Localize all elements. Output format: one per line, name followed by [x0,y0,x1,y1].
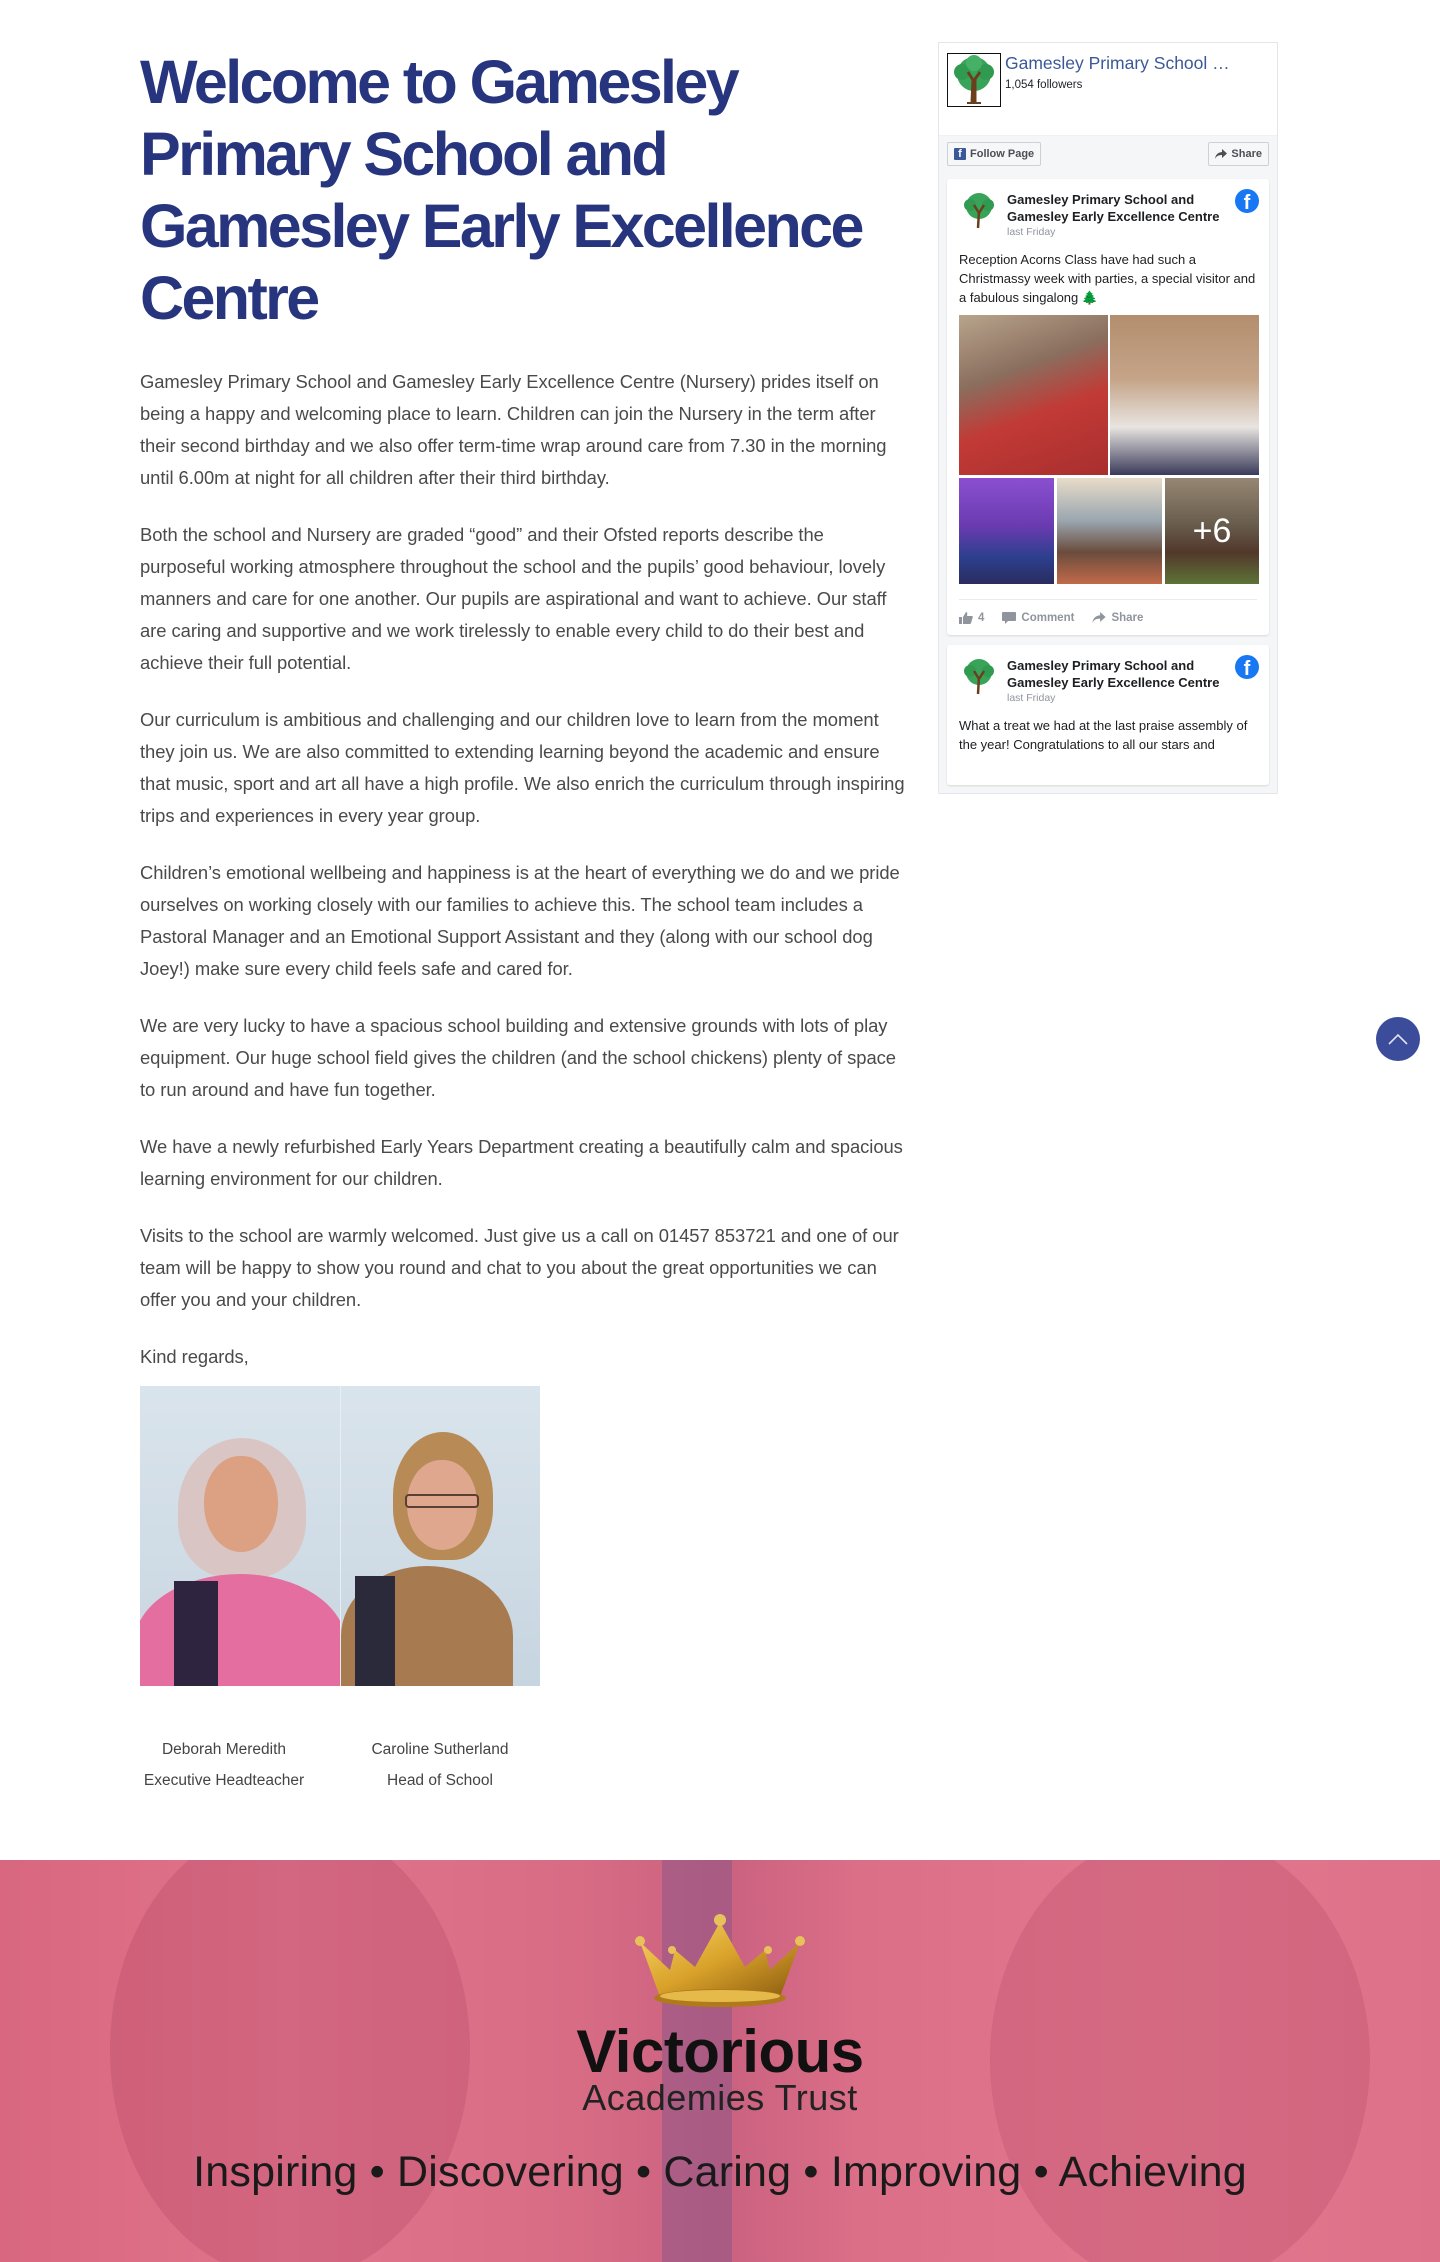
staff-name: Caroline Sutherland [371,1741,509,1758]
staff-photo-caroline-sutherland [340,1386,540,1686]
intro-paragraph: Gamesley Primary School and Gamesley Early Excellence Centre (Nursery) prides itself on being a happy and welcoming place to learn. Children can join the Nursery in the term after their second birthday and we also offer term-time wrap around care from 7.30 in the morning until 6.00m at night for all children after their third birthday. [140,371,887,488]
follow-page-button[interactable] [947,142,1041,166]
post-author-name[interactable]: Gamesley Primary School and Gamesley Early Excellence Centre [1007,658,1220,690]
comment-label: Comment [1021,611,1075,624]
staff-role: Head of School [387,1772,493,1789]
share-post-button[interactable] [1092,612,1143,624]
gallery-photo[interactable] [1110,315,1259,475]
facebook-f-icon: f [954,148,966,160]
staff-photos [140,1386,540,1686]
gallery-photo[interactable] [1057,478,1162,584]
staff-name: Deborah Meredith [161,1741,287,1758]
fb-post[interactable] [947,179,1269,635]
tree-icon [959,657,999,697]
scroll-to-top-button[interactable] [1376,1017,1420,1061]
staff-role: Executive Headteacher [143,1772,305,1789]
tree-icon [948,54,1000,106]
share-arrow-icon [1092,612,1106,623]
post-author-avatar[interactable] [959,657,999,697]
ofsted-paragraph: Both the school and Nursery are graded “good” and their Ofsted reports describe the purposeful working atmosphere throughout the school and the pupils’ good behaviour, lovely manners and care for one another. Our pupils are aspirational and want to achieve. Our staff are caring and supportive and we work tirelessly to enable every child to do their best and achieve their full potential. [140,524,887,673]
trust-name-secondary: Academies Trust [582,2077,858,2118]
post-timestamp[interactable]: last Friday [1007,692,1056,704]
crown-icon [630,1912,810,2012]
post-photo-gallery[interactable] [959,315,1259,587]
staff-caption-1 [140,1734,308,1796]
facebook-page-widget[interactable] [938,42,1278,794]
staff-caption-2 [360,1734,520,1796]
gallery-photo-more[interactable] [1165,478,1259,584]
glasses [405,1494,479,1508]
visits-paragraph: Visits to the school are warmly welcomed. Just give us a call on 01457 853721 and one of our team will be happy to show you round and chat to you about the great opportunities we can offer you and your children. [140,1225,899,1310]
main-content [140,40,910,1373]
comment-button[interactable] [1002,612,1074,624]
sign-off: Kind regards, [140,1346,249,1367]
share-page-label: Share [1231,148,1262,160]
trust-footer-banner [0,1860,1440,2262]
school-tree-logo[interactable] [947,53,1001,107]
share-arrow-icon [1215,149,1227,159]
more-photos-count[interactable]: +6 [1165,478,1259,584]
fb-action-bar [939,135,1277,175]
chevron-up-icon [1388,1033,1408,1045]
fb-feed[interactable] [939,175,1277,794]
post-text: What a treat we had at the last praise assembly of the year! Congratulations to all our stars and [959,718,1248,752]
like-count[interactable] [959,612,984,624]
facebook-logo-icon[interactable]: f [1235,655,1259,679]
comment-icon [1002,612,1016,624]
thumbs-up-icon [959,612,973,624]
victorious-academies-logo[interactable] [570,1912,870,2118]
tree-icon [959,191,999,231]
post-timestamp[interactable]: last Friday [1007,226,1056,238]
fb-page-header [939,43,1277,135]
share-page-button[interactable] [1208,142,1269,166]
trust-values-tagline: Inspiring • Discovering • Caring • Improving • Achieving [193,2148,1247,2196]
like-count-value: 4 [978,611,985,624]
fb-page-name-link[interactable]: Gamesley Primary School … [1005,53,1230,73]
background-photo-child-left [110,1860,470,2262]
staff-photo-deborah-meredith [140,1386,340,1686]
share-label: Share [1111,611,1144,624]
trust-name-primary: Victorious [576,2018,864,2085]
curriculum-paragraph: Our curriculum is ambitious and challenging and our children love to learn from the moment they join us. We are also committed to extending learning beyond the academic and ensure that music, sport and art all have a high profile. We also enrich the curriculum through inspiring trips and experiences in every year group. [140,709,905,826]
early-years-paragraph: We have a newly refurbished Early Years Department creating a beautifully calm and spacious learning environment for our children. [140,1136,903,1189]
wellbeing-paragraph: Children’s emotional wellbeing and happiness is at the heart of everything we do and we pride ourselves on working closely with our families to achieve this. The school team includes a Pastoral Manager and an Emotional Support Assistant and they (along with our school dog Joey!) make sure every child feels safe and cared for. [140,862,900,979]
background-photo-child-right [990,1860,1370,2262]
post-author-avatar[interactable] [959,191,999,231]
fb-followers-count: 1,054 followers [1005,79,1083,91]
post-actions [959,599,1257,635]
fb-post[interactable] [947,645,1269,785]
post-text: Reception Acorns Class have had such a Christmassy week with parties, a special visitor and a fabulous singalong 🌲 [959,252,1256,305]
page-title: Welcome to Gamesley Primary School and Gamesley Early Excellence Centre [140,48,862,332]
post-author-name[interactable]: Gamesley Primary School and Gamesley Early Excellence Centre [1007,192,1220,224]
gallery-photo[interactable] [959,315,1108,475]
grounds-paragraph: We are very lucky to have a spacious school building and extensive grounds with lots of play equipment. Our huge school field gives the children (and the school chickens) plenty of space to run around and have fun together. [140,1015,896,1100]
follow-page-label: Follow Page [970,148,1035,160]
gallery-photo[interactable] [959,478,1054,584]
facebook-logo-icon[interactable]: f [1235,189,1259,213]
